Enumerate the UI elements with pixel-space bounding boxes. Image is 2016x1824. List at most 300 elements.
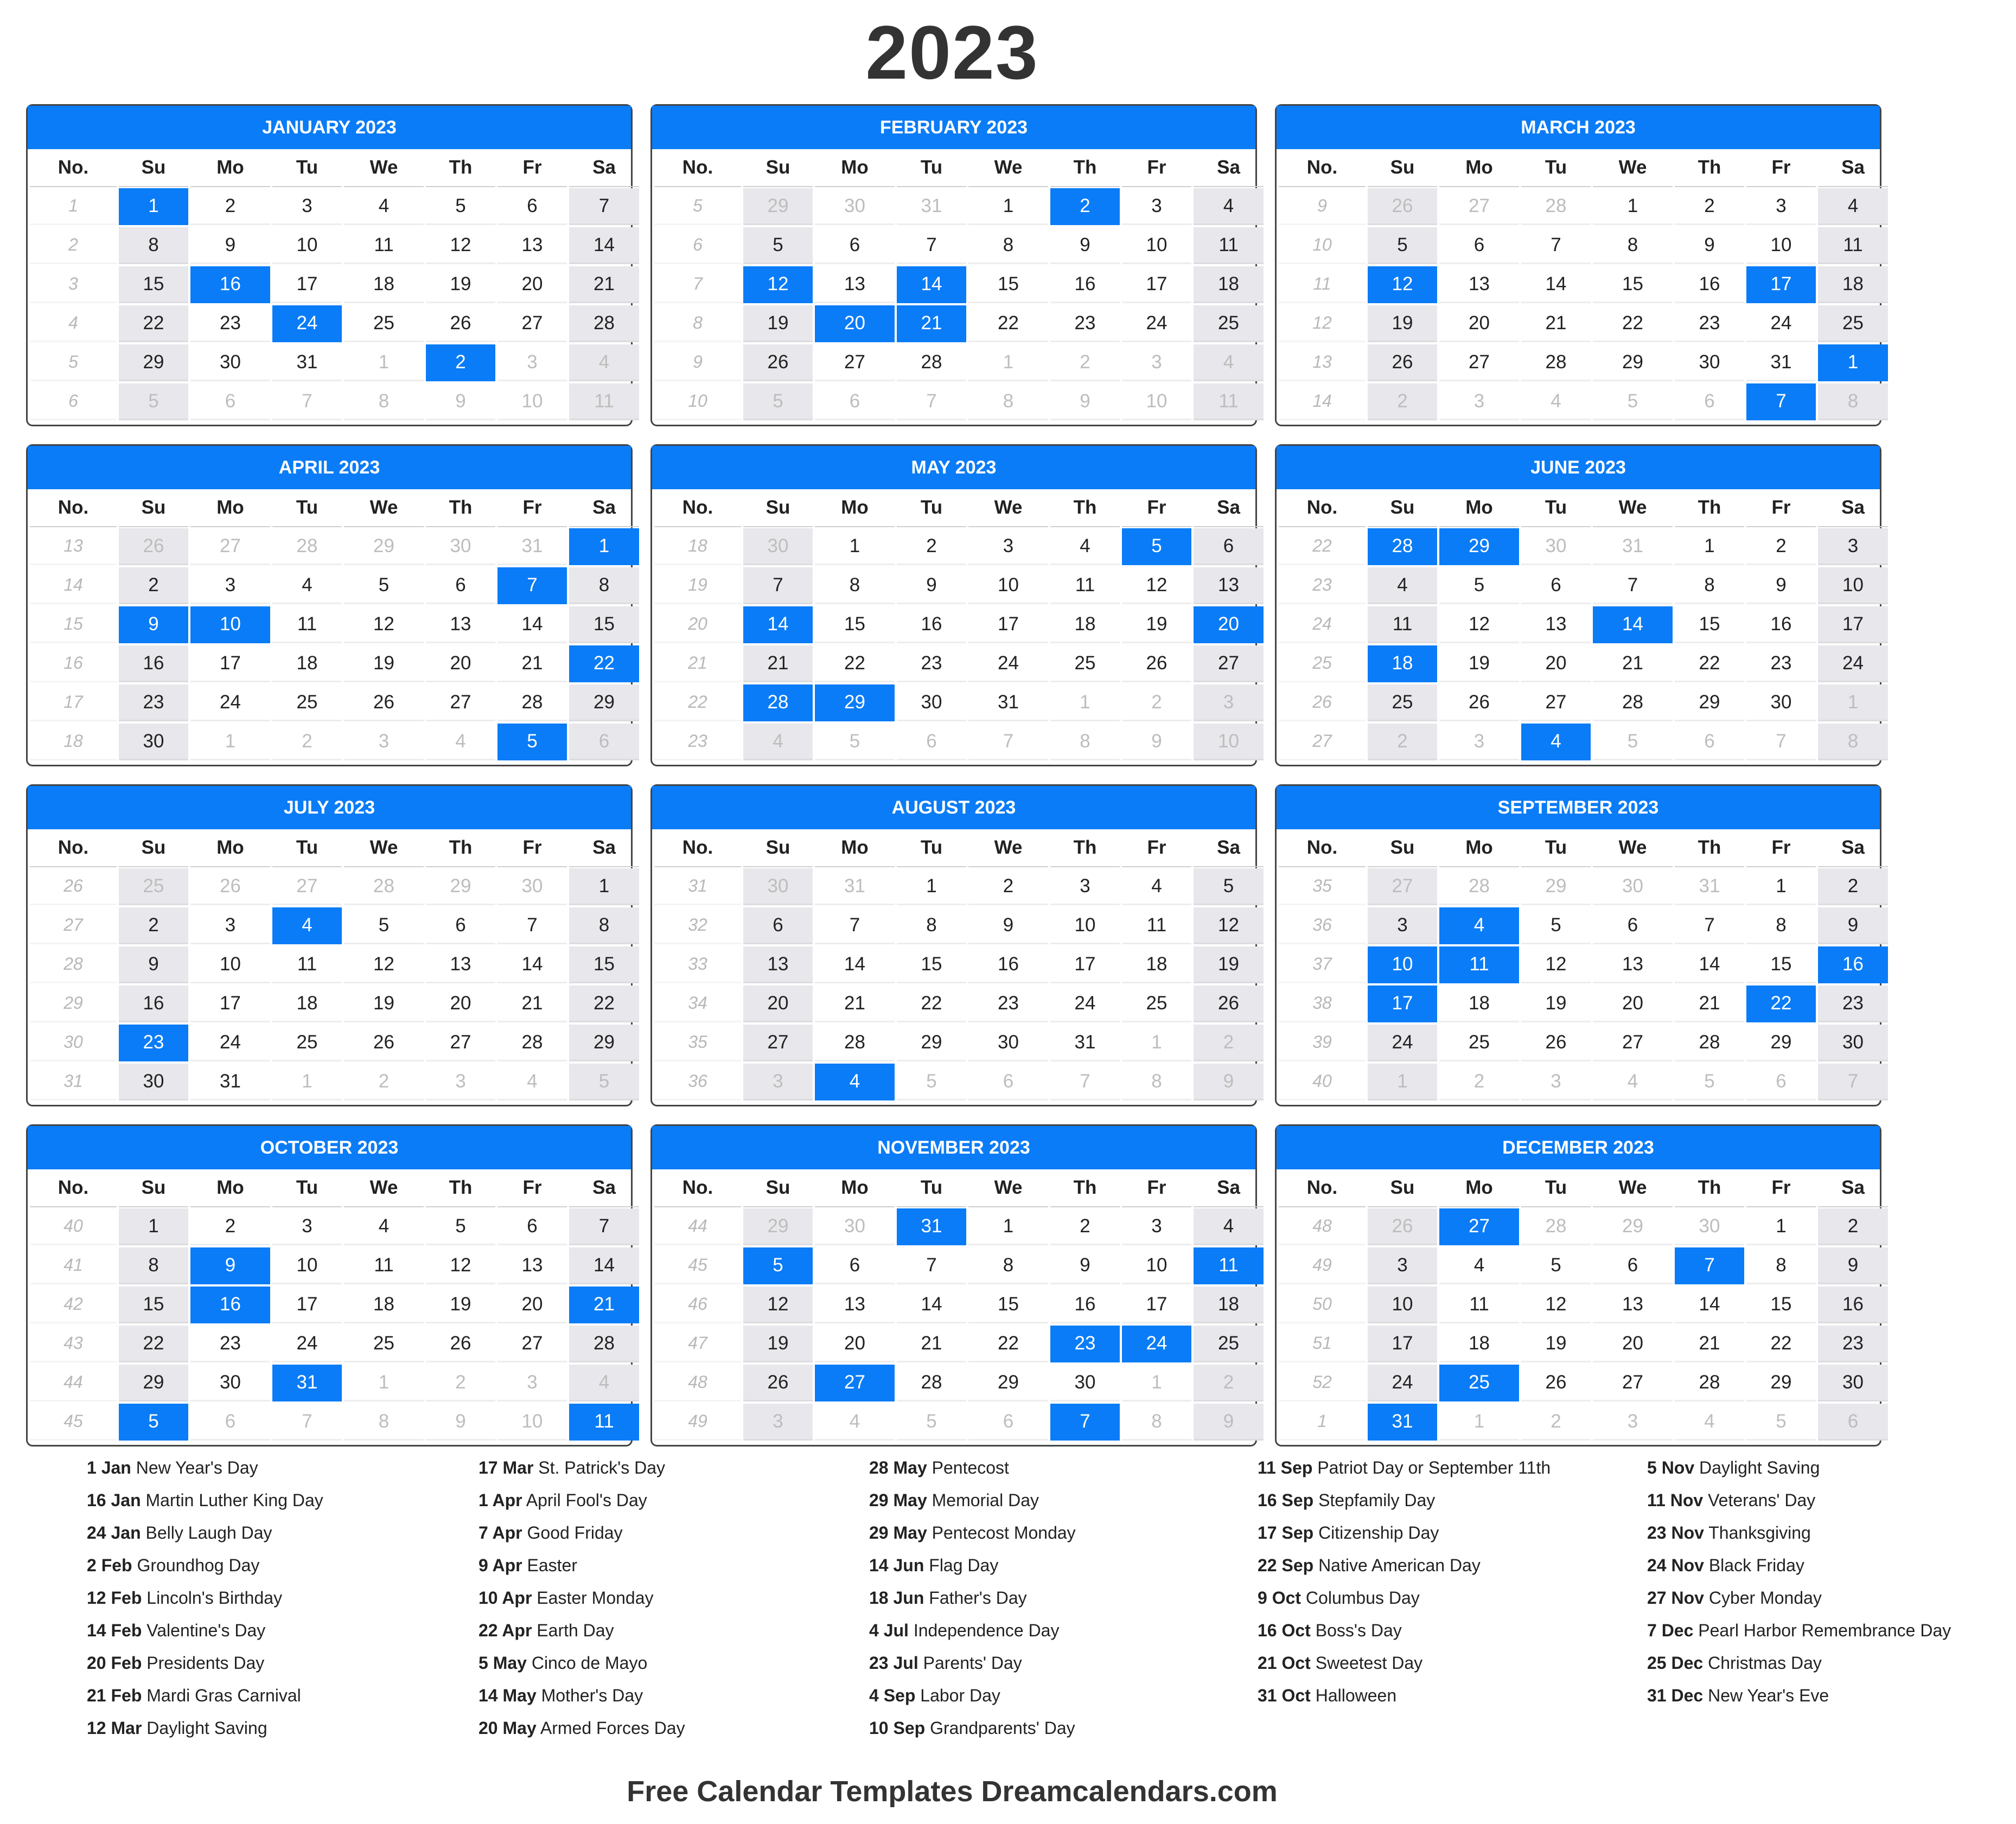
day-cell: 15 — [1746, 946, 1816, 983]
month-title: NOVEMBER 2023 — [652, 1126, 1255, 1169]
day-cell: 1 — [1439, 1404, 1519, 1441]
week-number: 7 — [654, 266, 741, 303]
day-cell: 2 — [1050, 344, 1120, 381]
holiday-name: Labor Day — [920, 1686, 1000, 1705]
week-number-header: No. — [30, 149, 117, 187]
weekday-header: We — [1593, 1169, 1673, 1207]
day-cell: 30 — [119, 1064, 188, 1100]
day-cell: 7 — [1050, 1064, 1120, 1100]
day-cell: 10 — [497, 1404, 567, 1441]
month-calendar — [650, 1124, 1257, 1447]
week-number-header: No. — [1279, 489, 1366, 527]
day-cell: 11 — [1818, 227, 1888, 264]
day-cell: 20 — [1521, 645, 1591, 682]
weekday-header: We — [968, 1169, 1048, 1207]
day-cell: 23 — [1746, 645, 1816, 682]
day-cell: 29 — [743, 188, 813, 225]
day-cell: 11 — [1194, 383, 1264, 420]
weekday-header: We — [968, 489, 1048, 527]
day-cell: 1 — [968, 1208, 1048, 1245]
week-number: 21 — [654, 645, 741, 682]
week-number: 35 — [654, 1025, 741, 1061]
holiday-name: Daylight Saving — [146, 1718, 267, 1738]
holiday-date: 22 Apr — [479, 1621, 532, 1640]
holiday-name: Presidents Day — [146, 1653, 265, 1673]
day-cell: 1 — [344, 1365, 424, 1401]
day-cell: 6 — [815, 1247, 895, 1284]
holiday-date: 7 Dec — [1647, 1621, 1694, 1640]
day-cell: 11 — [569, 383, 639, 420]
day-cell: 2 — [190, 188, 270, 225]
holiday-item — [87, 1582, 456, 1614]
holiday-name: Good Friday — [527, 1523, 623, 1543]
day-cell: 23 — [119, 684, 188, 721]
day-cell: 24 — [968, 645, 1048, 682]
day-cell: 9 — [897, 567, 966, 604]
holiday-day-cell: 4 — [1521, 724, 1591, 760]
holiday-day-cell: 4 — [272, 907, 342, 944]
day-cell: 8 — [968, 1247, 1048, 1284]
week-number: 51 — [1279, 1326, 1366, 1362]
week-number: 10 — [1279, 227, 1366, 264]
day-cell: 2 — [190, 1208, 270, 1245]
holiday-item — [1647, 1451, 2016, 1484]
day-cell: 17 — [272, 266, 342, 303]
day-cell: 6 — [815, 227, 895, 264]
holiday-item — [87, 1516, 456, 1549]
holiday-date: 20 May — [479, 1718, 537, 1738]
weekday-header: Fr — [497, 489, 567, 527]
day-cell: 11 — [272, 946, 342, 983]
holiday-day-cell: 10 — [1368, 946, 1437, 983]
month-table — [652, 1169, 1255, 1445]
day-cell: 4 — [1818, 188, 1888, 225]
week-number: 1 — [30, 188, 117, 225]
weekday-header: Su — [1368, 489, 1437, 527]
day-cell: 13 — [1521, 606, 1591, 643]
day-cell: 26 — [426, 1326, 495, 1362]
day-cell: 5 — [119, 383, 188, 420]
day-cell: 20 — [426, 645, 495, 682]
day-cell: 26 — [1521, 1025, 1591, 1061]
day-cell: 9 — [1675, 227, 1744, 264]
day-cell: 1 — [968, 188, 1048, 225]
weekday-header: Fr — [1122, 1169, 1191, 1207]
week-number: 45 — [654, 1247, 741, 1284]
month-title: SEPTEMBER 2023 — [1277, 786, 1880, 829]
footer-credit: Free Calendar Templates Dreamcalendars.com — [627, 1775, 1278, 1808]
day-cell: 1 — [1746, 868, 1816, 905]
holiday-day-cell: 11 — [1439, 946, 1519, 983]
weekday-header: Sa — [569, 1169, 639, 1207]
weekday-header: Fr — [1746, 149, 1816, 187]
weekday-header: Su — [1368, 149, 1437, 187]
day-cell: 8 — [344, 1404, 424, 1441]
holiday-name: Stepfamily Day — [1318, 1490, 1436, 1510]
day-cell: 27 — [497, 305, 567, 342]
day-cell: 22 — [119, 1326, 188, 1362]
day-cell: 4 — [1194, 188, 1264, 225]
week-number: 50 — [1279, 1287, 1366, 1323]
day-cell: 6 — [1593, 907, 1673, 944]
day-cell: 13 — [1593, 1287, 1673, 1323]
day-cell: 2 — [1439, 1064, 1519, 1100]
day-cell: 28 — [1521, 344, 1591, 381]
day-cell: 30 — [1675, 344, 1744, 381]
day-cell: 27 — [815, 344, 895, 381]
day-cell: 22 — [1593, 305, 1673, 342]
day-cell: 2 — [1368, 383, 1437, 420]
day-cell: 29 — [426, 868, 495, 905]
weekday-header: Th — [1050, 149, 1120, 187]
day-cell: 21 — [743, 645, 813, 682]
day-cell: 13 — [1439, 266, 1519, 303]
day-cell: 3 — [190, 567, 270, 604]
holiday-date: 29 May — [869, 1523, 927, 1543]
day-cell: 12 — [426, 227, 495, 264]
day-cell: 11 — [272, 606, 342, 643]
day-cell: 10 — [1368, 1287, 1437, 1323]
day-cell: 29 — [344, 528, 424, 565]
holiday-date: 14 May — [479, 1686, 537, 1705]
week-number: 31 — [30, 1064, 117, 1100]
holiday-name: April Fool's Day — [526, 1490, 647, 1510]
holiday-date: 22 Sep — [1258, 1556, 1314, 1575]
day-cell: 1 — [119, 1208, 188, 1245]
day-cell: 4 — [743, 724, 813, 760]
weekday-header: Sa — [1194, 489, 1264, 527]
day-cell: 1 — [968, 344, 1048, 381]
holiday-name: Belly Laugh Day — [145, 1523, 272, 1543]
day-cell: 7 — [1593, 567, 1673, 604]
day-cell: 30 — [190, 1365, 270, 1401]
holiday-name: Earth Day — [537, 1621, 614, 1640]
holiday-item — [479, 1647, 847, 1679]
day-cell: 7 — [1746, 724, 1816, 760]
day-cell: 15 — [897, 946, 966, 983]
day-cell: 7 — [897, 1247, 966, 1284]
day-cell: 25 — [119, 868, 188, 905]
holiday-name: Flag Day — [929, 1556, 999, 1575]
day-cell: 27 — [1593, 1025, 1673, 1061]
holiday-item — [1258, 1679, 1626, 1712]
day-cell: 14 — [1675, 1287, 1744, 1323]
month-title: JANUARY 2023 — [28, 106, 631, 149]
day-cell: 4 — [1194, 1208, 1264, 1245]
day-cell: 29 — [119, 1365, 188, 1401]
day-cell: 4 — [1122, 868, 1191, 905]
holiday-item — [479, 1451, 847, 1484]
day-cell: 7 — [968, 724, 1048, 760]
day-cell: 15 — [119, 266, 188, 303]
holiday-day-cell: 31 — [1368, 1404, 1437, 1441]
day-cell: 17 — [1122, 266, 1191, 303]
holiday-name: Lincoln's Birthday — [146, 1588, 283, 1608]
holiday-name: Easter Monday — [537, 1588, 654, 1608]
day-cell: 13 — [497, 1247, 567, 1284]
day-cell: 13 — [426, 946, 495, 983]
holiday-name: Pentecost Monday — [932, 1523, 1076, 1543]
day-cell: 6 — [1439, 227, 1519, 264]
holiday-item — [1258, 1582, 1626, 1614]
day-cell: 6 — [426, 567, 495, 604]
day-cell: 5 — [426, 188, 495, 225]
day-cell: 8 — [815, 567, 895, 604]
holiday-day-cell: 9 — [190, 1247, 270, 1284]
weekday-header: Th — [1050, 489, 1120, 527]
week-number: 46 — [654, 1287, 741, 1323]
week-number: 1 — [1279, 1404, 1366, 1441]
holiday-day-cell: 16 — [190, 1287, 270, 1323]
day-cell: 29 — [569, 684, 639, 721]
holiday-column — [869, 1451, 1238, 1744]
day-cell: 15 — [569, 606, 639, 643]
day-cell: 30 — [1675, 1208, 1744, 1245]
weekday-header: Sa — [569, 149, 639, 187]
week-number: 33 — [654, 946, 741, 983]
day-cell: 5 — [1521, 907, 1591, 944]
holiday-day-cell: 9 — [119, 606, 188, 643]
weekday-header: Th — [426, 1169, 495, 1207]
day-cell: 21 — [497, 645, 567, 682]
weekday-header: Tu — [272, 489, 342, 527]
day-cell: 8 — [968, 227, 1048, 264]
holiday-day-cell: 7 — [497, 567, 567, 604]
holiday-day-cell: 21 — [897, 305, 966, 342]
day-cell: 23 — [190, 305, 270, 342]
day-cell: 18 — [344, 266, 424, 303]
weekday-header: Tu — [1521, 829, 1591, 867]
weekday-header: Th — [426, 149, 495, 187]
holiday-name: Boss's Day — [1315, 1621, 1402, 1640]
day-cell: 23 — [1818, 985, 1888, 1022]
week-number: 44 — [30, 1365, 117, 1401]
month-table — [1277, 149, 1880, 425]
day-cell: 28 — [897, 344, 966, 381]
day-cell: 12 — [1439, 606, 1519, 643]
holiday-day-cell: 2 — [1050, 188, 1120, 225]
day-cell: 11 — [1050, 567, 1120, 604]
holiday-day-cell: 2 — [426, 344, 495, 381]
holiday-day-cell: 5 — [1122, 528, 1191, 565]
holiday-item — [87, 1679, 456, 1712]
day-cell: 22 — [968, 1326, 1048, 1362]
day-cell: 3 — [1818, 528, 1888, 565]
weekday-header: We — [1593, 829, 1673, 867]
day-cell: 5 — [344, 567, 424, 604]
holiday-item — [1258, 1451, 1626, 1484]
day-cell: 30 — [743, 868, 813, 905]
day-cell: 5 — [1593, 724, 1673, 760]
day-cell: 4 — [1194, 344, 1264, 381]
holiday-item — [869, 1614, 1238, 1647]
day-cell: 26 — [344, 1025, 424, 1061]
day-cell: 30 — [119, 724, 188, 760]
week-number: 48 — [654, 1365, 741, 1401]
day-cell: 1 — [1122, 1025, 1191, 1061]
day-cell: 15 — [1675, 606, 1744, 643]
day-cell: 8 — [1818, 724, 1888, 760]
day-cell: 25 — [1818, 305, 1888, 342]
day-cell: 4 — [426, 724, 495, 760]
day-cell: 14 — [1521, 266, 1591, 303]
holiday-item — [869, 1712, 1238, 1744]
holiday-name: Valentine's Day — [146, 1621, 266, 1640]
day-cell: 28 — [344, 868, 424, 905]
day-cell: 3 — [1593, 1404, 1673, 1441]
day-cell: 6 — [190, 1404, 270, 1441]
weekday-header: Tu — [272, 149, 342, 187]
day-cell: 26 — [743, 344, 813, 381]
holiday-day-cell: 1 — [119, 188, 188, 225]
holiday-day-cell: 24 — [272, 305, 342, 342]
day-cell: 13 — [743, 946, 813, 983]
day-cell: 10 — [968, 567, 1048, 604]
day-cell: 9 — [1818, 907, 1888, 944]
holiday-item — [479, 1582, 847, 1614]
day-cell: 19 — [426, 266, 495, 303]
holiday-item — [479, 1712, 847, 1744]
day-cell: 2 — [426, 1365, 495, 1401]
holiday-date: 4 Sep — [869, 1686, 916, 1705]
month-title: DECEMBER 2023 — [1277, 1126, 1880, 1169]
day-cell: 2 — [1122, 684, 1191, 721]
weekday-header: Fr — [1122, 829, 1191, 867]
holiday-item — [87, 1647, 456, 1679]
holiday-date: 24 Jan — [87, 1523, 141, 1543]
day-cell: 5 — [743, 227, 813, 264]
day-cell: 1 — [1818, 684, 1888, 721]
month-calendar — [650, 104, 1257, 426]
day-cell: 12 — [743, 1287, 813, 1323]
day-cell: 28 — [497, 1025, 567, 1061]
day-cell: 30 — [1746, 684, 1816, 721]
day-cell: 14 — [897, 1287, 966, 1323]
day-cell: 4 — [1593, 1064, 1673, 1100]
week-number: 40 — [30, 1208, 117, 1245]
day-cell: 3 — [1368, 1247, 1437, 1284]
holiday-day-cell: 18 — [1368, 645, 1437, 682]
day-cell: 25 — [1439, 1025, 1519, 1061]
day-cell: 8 — [1122, 1404, 1191, 1441]
holiday-name: Martin Luther King Day — [145, 1490, 323, 1510]
day-cell: 22 — [1746, 1326, 1816, 1362]
day-cell: 27 — [1439, 188, 1519, 225]
week-number: 4 — [30, 305, 117, 342]
day-cell: 24 — [1368, 1365, 1437, 1401]
holiday-day-cell: 16 — [190, 266, 270, 303]
day-cell: 17 — [968, 606, 1048, 643]
day-cell: 30 — [1818, 1365, 1888, 1401]
day-cell: 19 — [1122, 606, 1191, 643]
week-number: 6 — [654, 227, 741, 264]
day-cell: 17 — [1050, 946, 1120, 983]
weekday-header: Th — [1050, 1169, 1120, 1207]
weekday-header: Sa — [1194, 1169, 1264, 1207]
day-cell: 18 — [1050, 606, 1120, 643]
holiday-name: Father's Day — [929, 1588, 1027, 1608]
day-cell: 26 — [1368, 1208, 1437, 1245]
holiday-name: Mother's Day — [541, 1686, 643, 1705]
day-cell: 17 — [1122, 1287, 1191, 1323]
day-cell: 17 — [1368, 1326, 1437, 1362]
day-cell: 24 — [1818, 645, 1888, 682]
day-cell: 22 — [968, 305, 1048, 342]
day-cell: 19 — [1368, 305, 1437, 342]
holiday-date: 16 Jan — [87, 1490, 141, 1510]
holiday-item — [1647, 1614, 2016, 1647]
day-cell: 19 — [344, 645, 424, 682]
day-cell: 23 — [968, 985, 1048, 1022]
holiday-name: Parents' Day — [923, 1653, 1022, 1673]
holiday-item — [869, 1451, 1238, 1484]
holiday-item — [87, 1712, 456, 1744]
day-cell: 20 — [497, 1287, 567, 1323]
weekday-header: We — [344, 489, 424, 527]
day-cell: 8 — [1593, 227, 1673, 264]
day-cell: 3 — [1122, 188, 1191, 225]
day-cell: 30 — [815, 1208, 895, 1245]
day-cell: 30 — [815, 188, 895, 225]
holiday-date: 12 Mar — [87, 1718, 142, 1738]
month-table — [1277, 829, 1880, 1105]
day-cell: 9 — [968, 907, 1048, 944]
day-cell: 29 — [1746, 1365, 1816, 1401]
holiday-day-cell: 20 — [1194, 606, 1264, 643]
holiday-item — [869, 1549, 1238, 1582]
holiday-day-cell: 5 — [497, 724, 567, 760]
day-cell: 20 — [1593, 985, 1673, 1022]
day-cell: 18 — [1194, 1287, 1264, 1323]
weekday-header: Mo — [815, 1169, 895, 1207]
weekday-header: We — [968, 829, 1048, 867]
weekday-header: Su — [743, 149, 813, 187]
holiday-date: 5 May — [479, 1653, 527, 1673]
holiday-item — [1647, 1647, 2016, 1679]
day-cell: 28 — [497, 684, 567, 721]
day-cell: 27 — [426, 1025, 495, 1061]
day-cell: 10 — [190, 946, 270, 983]
holiday-column — [1647, 1451, 2016, 1712]
weekday-header: Th — [1050, 829, 1120, 867]
weekday-header: Sa — [569, 489, 639, 527]
day-cell: 25 — [272, 1025, 342, 1061]
weekday-header: Th — [1675, 829, 1744, 867]
day-cell: 26 — [1368, 344, 1437, 381]
weekday-header: Th — [1675, 149, 1744, 187]
holiday-name: Veterans' Day — [1708, 1490, 1816, 1510]
day-cell: 25 — [344, 1326, 424, 1362]
day-cell: 24 — [1122, 305, 1191, 342]
week-number: 22 — [654, 684, 741, 721]
week-number: 19 — [654, 567, 741, 604]
day-cell: 22 — [897, 985, 966, 1022]
day-cell: 28 — [272, 528, 342, 565]
weekday-header: Mo — [190, 1169, 270, 1207]
day-cell: 5 — [897, 1064, 966, 1100]
day-cell: 5 — [743, 383, 813, 420]
day-cell: 15 — [968, 1287, 1048, 1323]
week-number: 48 — [1279, 1208, 1366, 1245]
holiday-date: 11 Nov — [1647, 1490, 1704, 1510]
day-cell: 17 — [190, 985, 270, 1022]
day-cell: 20 — [1593, 1326, 1673, 1362]
day-cell: 6 — [1593, 1247, 1673, 1284]
day-cell: 5 — [344, 907, 424, 944]
holiday-name: Armed Forces Day — [540, 1718, 685, 1738]
page-title: 2023 — [865, 10, 1039, 95]
week-number: 44 — [654, 1208, 741, 1245]
